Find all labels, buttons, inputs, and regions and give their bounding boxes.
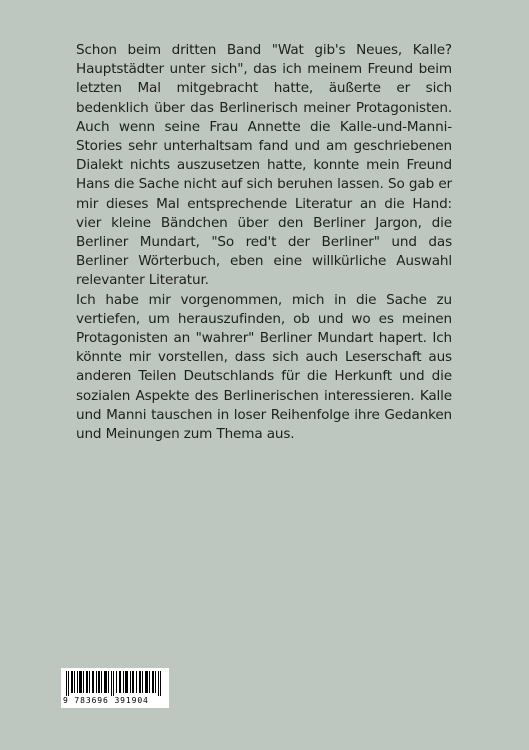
blurb-paragraph-2: Ich habe mir vorgenommen, mich in die Sache zu vertiefen, um herauszufinden, ob und wo es meinen Protagonisten an "wahrer" Berliner Mundart hapert. Ich könnte mir vorstellen, dass sich auch Leserschaft aus anderen Teilen Deutschlands für die Herkunft und die sozialen Aspekte des Berlinerischen interessieren. Kalle und Manni tauschen in loser Reihenfolge ihre Gedanken und Meinungen zum Thema aus.	[76, 291, 452, 443]
barcode-bars	[66, 671, 164, 696]
back-cover-blurb	[76, 41, 452, 444]
blurb-paragraph-1: Schon beim dritten Band "Wat gib's Neues, Kalle? Hauptstädter unter sich", das ich meinem Freund beim letzten Mal mitgebracht hatte, äußerte er sich bedenklich über das Berlinerisch meiner Protagonisten. Auch wenn seine Frau Annette die Kalle-und-Manni-Stories sehr unterhaltsam fand und am geschriebenen Dialekt nichts auszusetzen hatte, konnte mein Freund Hans die Sache nicht auf sich beruhen lassen. So gab er mir dieses Mal entsprechende Literatur an die Hand: vier kleine Bändchen über den Berliner Jargon, die Berliner Mundart, "So red't der Berliner" und das Berliner Wörterbuch, eben eine willkürliche Auswahl relevanter Literatur.	[76, 42, 452, 289]
isbn-digits: 9 783696 391904	[63, 696, 149, 705]
isbn-barcode	[61, 668, 169, 708]
